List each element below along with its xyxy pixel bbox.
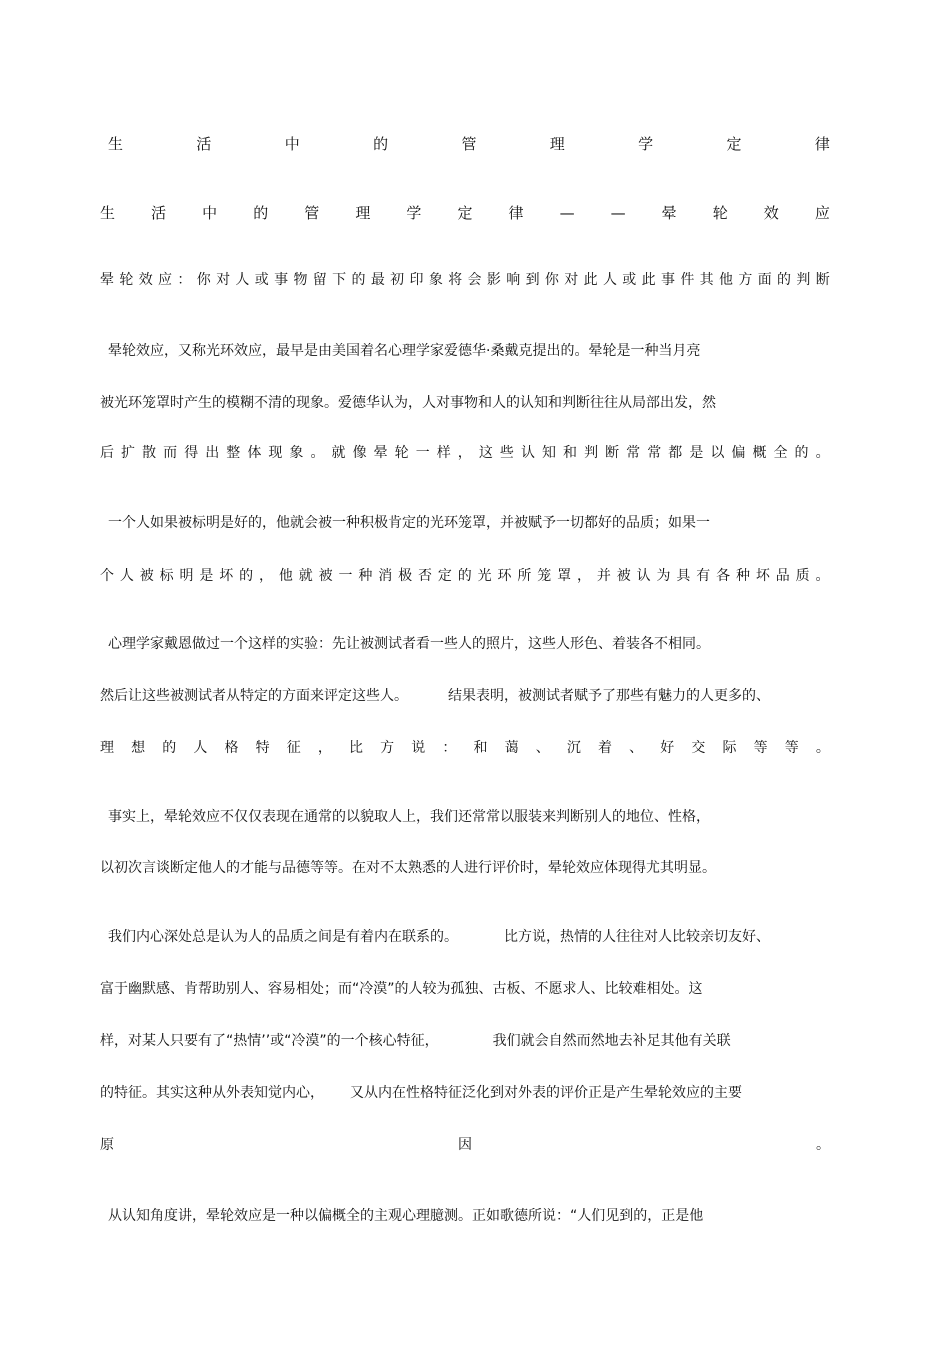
text-char: 一 [415, 445, 430, 461]
text-char: 、 [535, 740, 550, 756]
text-char: — [559, 204, 575, 222]
text-char: 此 [583, 272, 598, 288]
text-char: 轮 [712, 204, 728, 222]
text-char: 效 [138, 272, 153, 288]
text-char: 和 [473, 740, 488, 756]
text-char: 。 [815, 568, 830, 584]
text-char: 此 [641, 272, 656, 288]
text-char: 影 [486, 272, 501, 288]
line-segment: 又从内在性格特征泛化到对外表的评价正是产生晕轮效应的主要 [350, 1085, 742, 1101]
text-char: 晕 [661, 204, 677, 222]
text-char: 管 [461, 135, 477, 153]
paragraph-line [100, 1031, 830, 1051]
text-char: 原 [100, 1137, 114, 1153]
text-char: 到 [525, 272, 540, 288]
text-char: 对 [564, 272, 579, 288]
line-segment: 我们内心深处总是认为人的品质之间是有着内在联系的。 [108, 929, 458, 945]
text-char: 管 [304, 204, 320, 222]
text-char: 的 [162, 740, 177, 756]
paragraph-line: 富于幽默感、肯帮助别人、容易相处；而“冷漠”的人较为孤独、古板、不愿求人、比较难相处。这 [100, 981, 703, 997]
text-char: 件 [680, 272, 695, 288]
text-char: 的 [457, 568, 472, 584]
text-char: 就 [298, 568, 313, 584]
text-char: 因 [458, 1137, 472, 1153]
line-segment: 样，对某人只要有了“热情’’或“冷漠”的一个核心特征， [100, 1033, 439, 1049]
text-char: 认 [520, 445, 535, 461]
text-char: 种 [736, 568, 750, 584]
line-segment: 比方说，热情的人往往对人比较亲切友好、 [504, 929, 770, 945]
text-char: 学 [638, 135, 654, 153]
text-char: 以 [710, 445, 725, 461]
text-char: 体 [247, 445, 262, 461]
text-char: 学 [406, 204, 422, 222]
line-segment: 然后让这些被测试者从特定的方面来评定这些人。 [100, 688, 408, 704]
text-char: 比 [349, 740, 363, 756]
text-char: — [610, 204, 626, 222]
paragraph-line [100, 1135, 830, 1155]
text-char: 着 [598, 740, 612, 756]
text-char: ， [457, 445, 472, 461]
text-char: 应 [158, 272, 173, 288]
text-char: 印 [409, 272, 424, 288]
text-char: 品 [775, 568, 790, 584]
text-char: 断 [605, 445, 620, 461]
text-char: 。 [816, 1137, 830, 1153]
text-char: 现 [268, 445, 283, 461]
text-char: 最 [370, 272, 385, 288]
text-char: 被 [139, 568, 154, 584]
text-char: 特 [255, 740, 270, 756]
text-char: 罩 [557, 568, 572, 584]
text-char: 他 [278, 568, 293, 584]
line-segment: 结果表明，被测试者赋予了那些有魅力的人更多的、 [448, 688, 770, 704]
text-char: 轮 [394, 445, 409, 461]
text-char: 为 [656, 568, 671, 584]
text-char: 定 [437, 568, 452, 584]
paragraph-line [108, 927, 838, 947]
text-char: 消 [378, 568, 393, 584]
text-char: 判 [584, 445, 599, 461]
text-char: 晕 [100, 272, 114, 288]
text-char: 或 [254, 272, 269, 288]
text-char: 明 [179, 568, 194, 584]
text-char: 被 [616, 568, 631, 584]
paragraph-line: 以初次言谈断定他人的才能与品德等等。在对不太熟悉的人进行评价时，晕轮效应体现得尤其明显。 [100, 860, 716, 876]
text-char: 。 [815, 445, 830, 461]
text-char: 和 [563, 445, 578, 461]
text-char: 所 [517, 568, 532, 584]
text-char: 具 [676, 568, 691, 584]
text-char: 的 [373, 135, 389, 153]
text-char: 的 [777, 272, 792, 288]
text-char: 坏 [219, 568, 234, 584]
text-char: 人 [119, 568, 134, 584]
text-char: 理 [355, 204, 371, 222]
paragraph-line: 从认知角度讲，晕轮效应是一种以偏概全的主观心理臆测。正如歌德所说：“人们见到的，正是他 [108, 1208, 704, 1224]
text-char: 就 [331, 445, 346, 461]
text-char: 生 [100, 204, 116, 222]
text-char: 留 [312, 272, 327, 288]
paragraph-line: 事实上，晕轮效应不仅仅表现在通常的以貌取人上，我们还常常以服装来判断别人的地位、性格， [108, 809, 710, 825]
text-char: 环 [497, 568, 512, 584]
text-char: 面 [757, 272, 772, 288]
text-char: 有 [696, 568, 711, 584]
text-char: 响 [506, 272, 521, 288]
text-char: 常 [647, 445, 662, 461]
text-char: 交 [691, 740, 706, 756]
text-char: 想 [131, 740, 146, 756]
text-char: 判 [796, 272, 811, 288]
text-char: 概 [752, 445, 767, 461]
text-char: 效 [763, 204, 779, 222]
text-char: 这 [478, 445, 493, 461]
paragraph-line [100, 1083, 830, 1103]
text-char: 他 [719, 272, 733, 288]
paragraph-line: 被光环笼罩时产生的模糊不清的现象。爱德华认为，人对事物和人的认知和判断往往从局部出发，然 [100, 395, 716, 411]
text-char: 各 [716, 568, 731, 584]
text-char: 定 [726, 135, 742, 153]
document-subtitle [100, 203, 830, 223]
text-char: 应 [814, 204, 830, 222]
text-char: 事 [660, 272, 675, 288]
text-char: 初 [390, 272, 405, 288]
text-char: 被 [318, 568, 333, 584]
text-char: 方 [738, 272, 753, 288]
text-char: 下 [332, 272, 347, 288]
text-char: 理 [100, 740, 114, 756]
text-char: 扩 [121, 445, 136, 461]
text-char: 沉 [566, 740, 581, 756]
text-char: 生 [108, 135, 124, 153]
text-char: 方 [380, 740, 395, 756]
text-char: 象 [289, 445, 304, 461]
text-char: 常 [626, 445, 641, 461]
text-char: ， [317, 740, 332, 756]
paragraph-line: 心理学家戴恩做过一个这样的实验：先让被测试者看一些人的照片，这些人形色、着装各不相同。 [108, 636, 710, 652]
text-char: 活 [151, 204, 167, 222]
paragraph-line [100, 443, 830, 463]
paragraph-line: 一个人如果被标明是好的，他就会被一种积极肯定的光环笼罩，并被赋予一切都好的品质；如果一 [108, 515, 710, 531]
text-char: 理 [549, 135, 565, 153]
text-char: 笼 [537, 568, 552, 584]
text-char: 说 [411, 740, 426, 756]
text-char: 将 [448, 272, 463, 288]
text-char: 全 [773, 445, 788, 461]
text-char: 是 [199, 568, 214, 584]
text-char: 而 [163, 445, 178, 461]
text-char: ： [177, 272, 192, 288]
text-char: 律 [814, 135, 830, 153]
definition-line [100, 270, 830, 290]
text-char: 的 [794, 445, 809, 461]
text-char: 样 [436, 445, 451, 461]
paragraph-line: 晕轮效应，又称光环效应，最早是由美国着名心理学家爱德华·桑戴克提出的。晕轮是一种当月亮 [108, 343, 701, 359]
text-char: 些 [499, 445, 514, 461]
text-char: 得 [184, 445, 199, 461]
paragraph-line [100, 738, 830, 758]
text-char: 际 [722, 740, 737, 756]
text-char: 坏 [755, 568, 770, 584]
text-char: 个 [100, 568, 114, 584]
text-char: ， [577, 568, 591, 584]
text-char: 断 [815, 272, 830, 288]
text-char: 光 [477, 568, 492, 584]
text-char: 或 [622, 272, 637, 288]
text-char: 你 [196, 272, 211, 288]
paragraph-line [100, 566, 830, 586]
text-char: 的 [253, 204, 269, 222]
text-char: 征 [286, 740, 301, 756]
text-char: 中 [202, 204, 218, 222]
text-char: 对 [216, 272, 231, 288]
text-char: 。 [310, 445, 325, 461]
text-char: 后 [100, 445, 114, 461]
text-char: 人 [193, 740, 208, 756]
text-char: 会 [467, 272, 482, 288]
text-char: 一 [338, 568, 353, 584]
text-char: 其 [699, 272, 714, 288]
text-char: 物 [293, 272, 308, 288]
text-char: 轮 [119, 272, 134, 288]
text-char: 格 [224, 740, 239, 756]
line-segment: 我们就会自然而然地去补足其他有关联 [492, 1033, 731, 1049]
text-char: 活 [196, 135, 212, 153]
paragraph-line [100, 686, 830, 706]
text-char: 等 [784, 740, 799, 756]
text-char: ， [259, 568, 273, 584]
text-char: 你 [544, 272, 559, 288]
text-char: 晕 [373, 445, 388, 461]
text-char: 等 [753, 740, 768, 756]
text-char: 蔼 [504, 740, 519, 756]
text-char: 都 [668, 445, 683, 461]
text-char: 偏 [731, 445, 746, 461]
text-char: 像 [352, 445, 367, 461]
line-segment: 的特征。其实这种从外表知觉内心， [100, 1085, 324, 1101]
text-char: 种 [358, 568, 373, 584]
text-char: 好 [660, 740, 675, 756]
text-char: 事 [274, 272, 289, 288]
text-char: ： [442, 740, 457, 756]
text-char: 知 [541, 445, 556, 461]
text-char: 象 [428, 272, 443, 288]
text-char: 质 [795, 568, 810, 584]
text-char: 的 [351, 272, 366, 288]
text-char: 中 [284, 135, 300, 153]
document-title [108, 134, 830, 154]
text-char: 律 [508, 204, 524, 222]
text-char: 、 [629, 740, 644, 756]
text-char: 是 [689, 445, 704, 461]
text-char: 标 [159, 568, 174, 584]
text-char: 人 [235, 272, 250, 288]
text-char: 并 [596, 568, 611, 584]
text-char: 。 [815, 740, 830, 756]
text-char: 认 [636, 568, 651, 584]
text-char: 定 [457, 204, 473, 222]
text-char: 人 [602, 272, 617, 288]
text-char: 否 [418, 568, 432, 584]
text-char: 整 [226, 445, 241, 461]
text-char: 出 [205, 445, 220, 461]
text-char: 极 [398, 568, 413, 584]
text-char: 散 [142, 445, 157, 461]
text-char: 的 [239, 568, 254, 584]
